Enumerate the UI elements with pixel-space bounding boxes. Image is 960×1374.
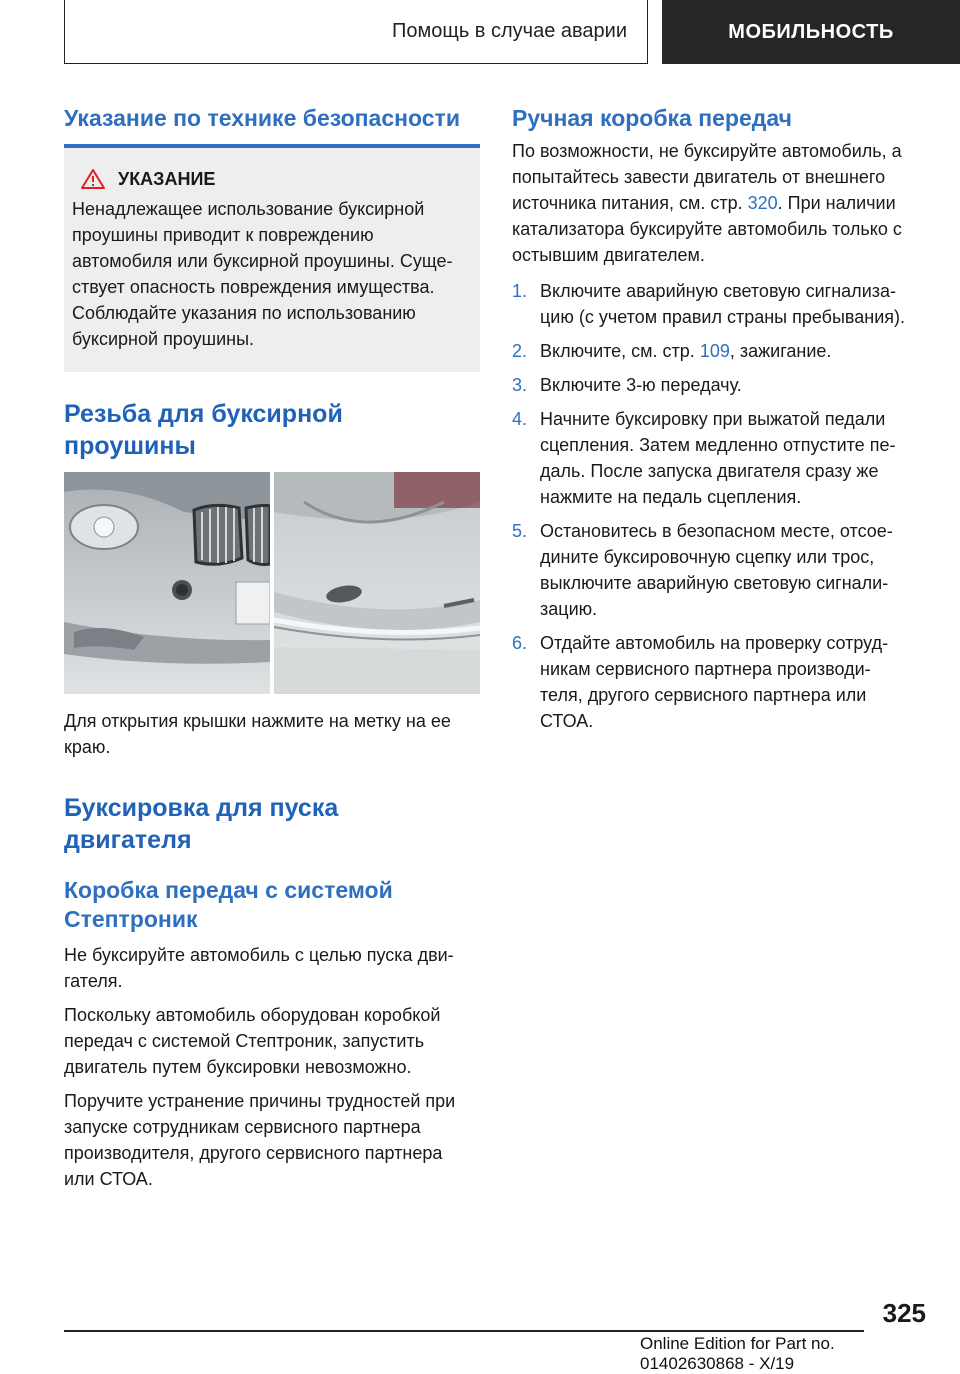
caption-line: краю. — [64, 737, 111, 757]
step-item — [512, 518, 932, 622]
header-chapter-tab — [662, 0, 960, 64]
warning-line: автомобиля или буксирной проушины. Суще- — [72, 251, 453, 271]
thread-heading-line: Резьба для буксирной — [64, 400, 343, 428]
intro-line — [512, 190, 932, 216]
steptronic-heading-line: Коробка передач с системой — [64, 877, 393, 903]
step-number: 2. — [512, 341, 528, 361]
warning-line: буксирной проушины. — [72, 329, 255, 349]
step-line: СТОА. — [540, 711, 594, 731]
step-number: 6. — [512, 633, 528, 653]
step-number: 5. — [512, 521, 528, 541]
step-item — [512, 630, 932, 734]
manual-intro — [512, 138, 932, 268]
page-number: 325 — [882, 1298, 926, 1328]
page-link-320[interactable]: 320 — [747, 193, 778, 213]
steptronic-body — [64, 942, 484, 1192]
caption-line: Для открытия крышки нажмите на метку на ее — [64, 711, 451, 731]
tow-start-heading-line: двигателя — [64, 826, 192, 854]
warning-line: Соблюдайте указания по использованию — [72, 303, 416, 323]
body-line: производителя, другого сервисного партнера — [64, 1143, 443, 1163]
intro-text: . При наличии — [777, 193, 896, 213]
step-line — [540, 338, 831, 364]
body-line: Поскольку автомобиль оборудован коробкой — [64, 1005, 441, 1025]
step-number: 3. — [512, 375, 528, 395]
body-line: запуске сотрудникам сервисного партнера — [64, 1117, 421, 1137]
thread-heading — [64, 398, 480, 462]
step-line: Начните буксировку при выжатой педали — [540, 409, 886, 429]
body-line: двигатель путем буксировки невозможно. — [64, 1057, 412, 1077]
tow-start-heading-line: Буксировка для пуска — [64, 794, 339, 822]
intro-line: катализатора буксируйте автомобиль только с — [512, 219, 902, 239]
edition-note: Online Edition for Part no. 01402630868 - X/19 — [640, 1334, 835, 1373]
body-line: Не буксируйте автомобиль с целью пуска дви- — [64, 945, 454, 965]
step-item — [512, 278, 932, 330]
body-line: или СТОА. — [64, 1169, 153, 1189]
intro-text: источника питания, см. стр. — [512, 193, 748, 213]
page-link-109[interactable]: 109 — [699, 341, 730, 361]
step-number: 1. — [512, 281, 528, 301]
safety-heading: Указание по технике безопасности — [64, 105, 460, 131]
steptronic-heading-line: Стептроник — [64, 906, 198, 932]
step-line: Включите аварийную световую сигнализа- — [540, 281, 897, 301]
step-line: дините буксировочную сцепку или трос, — [540, 547, 875, 567]
step-line: даль. После запуска двигателя сразу же — [540, 461, 879, 481]
step-line: теля, другого сервисного партнера или — [540, 685, 867, 705]
intro-line: остывшим двигателем. — [512, 245, 705, 265]
step-text: Включите, см. стр. — [540, 341, 700, 361]
body-line: передач с системой Стептроник, запустить — [64, 1031, 425, 1051]
bumper-photos — [64, 472, 480, 694]
chapter-title: МОБИЛЬНОСТЬ — [728, 20, 894, 43]
manual-gearbox-heading: Ручная коробка передач — [512, 105, 792, 131]
body-line: Поручите устранение причины трудностей при — [64, 1091, 456, 1111]
warning-triangle-icon — [80, 168, 106, 190]
thread-heading-line: проушины — [64, 432, 196, 460]
step-text: , зажигание. — [729, 341, 832, 361]
warning-line: ствует опасность повреждения имущества. — [72, 277, 435, 297]
warning-text — [72, 196, 472, 352]
warning-box — [64, 148, 480, 372]
section-title: Помощь в случае аварии — [392, 20, 627, 42]
step-line: цию (с учетом правил страны пребывания). — [540, 307, 906, 327]
footer-rule — [64, 1330, 864, 1332]
step-line: выключите аварийную световую сигнали- — [540, 573, 889, 593]
tow-start-steps — [512, 278, 932, 742]
warning-title: УКАЗАНИЕ — [118, 168, 216, 189]
figure-caption — [64, 708, 480, 760]
step-line: Включите 3-ю передачу. — [540, 375, 742, 395]
intro-line: По возможности, не буксируйте автомобиль, а — [512, 141, 902, 161]
step-number: 4. — [512, 409, 528, 429]
step-item — [512, 372, 932, 398]
step-line: сцепления. Затем медленно отпустите пе- — [540, 435, 896, 455]
step-item — [512, 338, 932, 364]
header-section-title — [64, 0, 648, 64]
step-item — [512, 406, 932, 510]
step-line: зацию. — [540, 599, 598, 619]
warning-title-row — [80, 168, 472, 190]
tow-eye-cover-figure — [64, 472, 480, 694]
step-line: Отдайте автомобиль на проверку сотруд- — [540, 633, 889, 653]
steptronic-heading — [64, 876, 480, 934]
warning-line: Ненадлежащее использование буксирной — [72, 199, 425, 219]
step-line: никам сервисного партнера производи- — [540, 659, 871, 679]
tow-start-heading — [64, 792, 480, 856]
step-line: Остановитесь в безопасном месте, отсое- — [540, 521, 893, 541]
intro-line: попытайтесь завести двигатель от внешнего — [512, 167, 886, 187]
warning-line: проушины приводит к повреждению — [72, 225, 374, 245]
body-line: гателя. — [64, 971, 123, 991]
step-line: нажмите на педаль сцепления. — [540, 487, 802, 507]
